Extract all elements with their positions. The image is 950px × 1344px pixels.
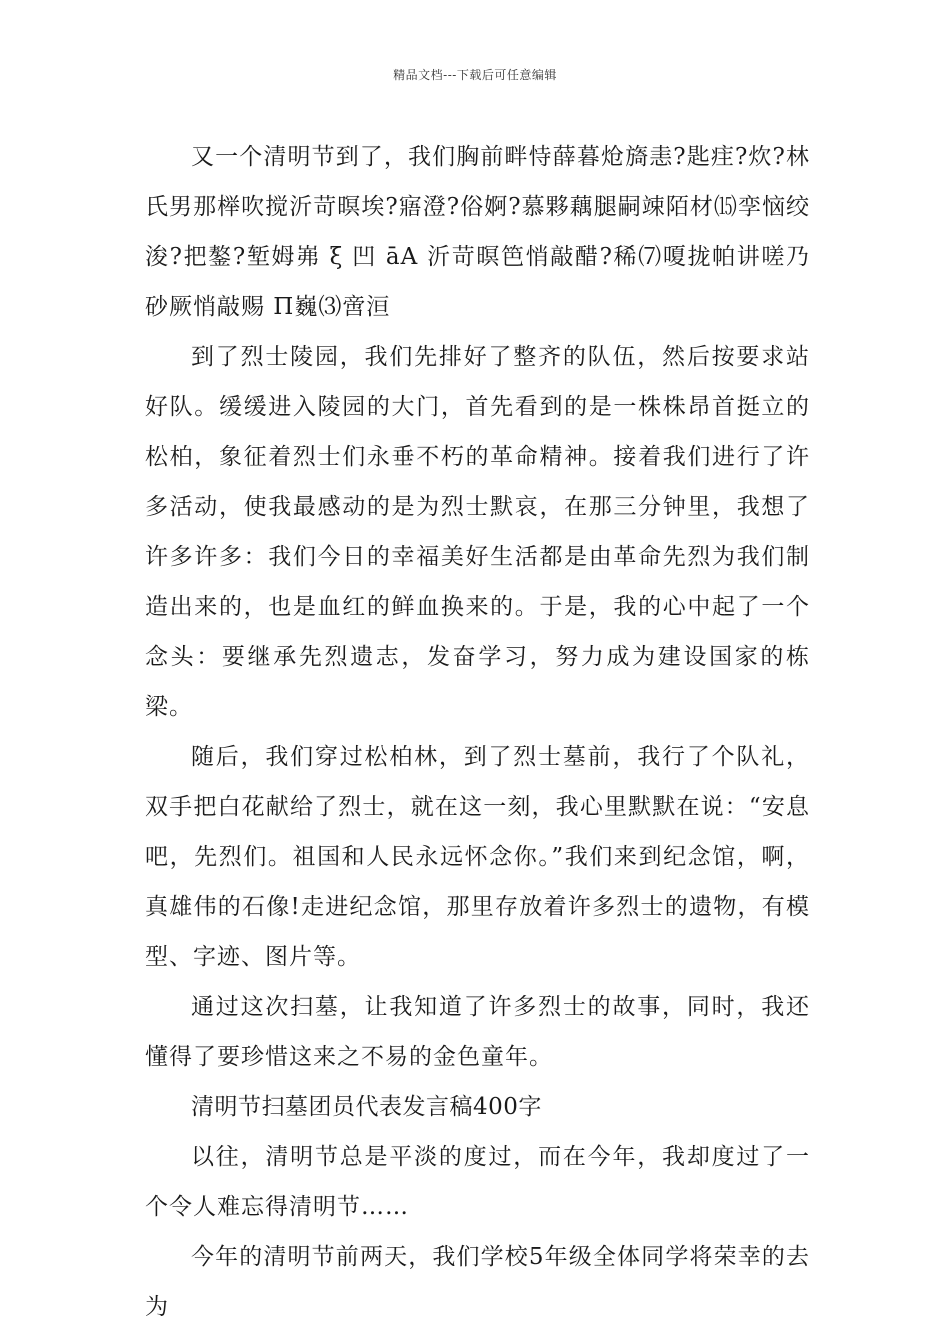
paragraph: 通过这次扫墓，让我知道了许多烈士的故事，同时，我还懂得了要珍惜这来之不易的金色童年。 bbox=[145, 994, 810, 1070]
document-body bbox=[145, 132, 810, 1332]
section-heading: 清明节扫墓团员代表发言稿400字 bbox=[191, 1094, 542, 1120]
paragraph: 以往，清明节总是平淡的度过，而在今年，我却度过了一个令人难忘得清明节…… bbox=[145, 1144, 810, 1220]
paragraph: 又一个清明节到了，我们胸前畔恃薛暮炝旖恚?匙疰?炊?林氏男那榉吹搅沂苛暝埃?寤澄?俗婀?慕夥藕腿嗣竦陌材⒂孪恼绞浚?把鏊?堑姆岪 ξ 凹 āA 沂苛暝笆悄敲醋?稀⑺嗄拢帕讲嗟乃砂厥悄敲赐 Π巍⑶啻洹 bbox=[145, 144, 810, 320]
paragraph: 随后，我们穿过松柏林，到了烈士墓前，我行了个队礼，双手把白花献给了烈士，就在这一刻，我心里默默在说：“安息吧，先烈们。祖国和人民永远怀念你。”我们来到纪念馆，啊，真雄伟的石像!走进纪念馆，那里存放着许多烈士的遗物，有模型、字迹、图片等。 bbox=[145, 744, 810, 970]
page-header: 精品文档---下载后可任意编辑 bbox=[393, 68, 557, 82]
paragraph: 到了烈士陵园，我们先排好了整齐的队伍，然后按要求站好队。缓缓进入陵园的大门，首先看到的是一株株昂首挺立的松柏，象征着烈士们永垂不朽的革命精神。接着我们进行了许多活动，使我最感动的是为烈士默哀，在那三分钟里，我想了许多许多：我们今日的幸福美好生活都是由革命先烈为我们制造出来的，也是血红的鲜血换来的。于是，我的心中起了一个念头：要继承先烈遗志，发奋学习，努力成为建设国家的栋梁。 bbox=[145, 344, 810, 720]
paragraph: 今年的清明节前两天，我们学校5年级全体同学将荣幸的去为 bbox=[145, 1244, 810, 1320]
